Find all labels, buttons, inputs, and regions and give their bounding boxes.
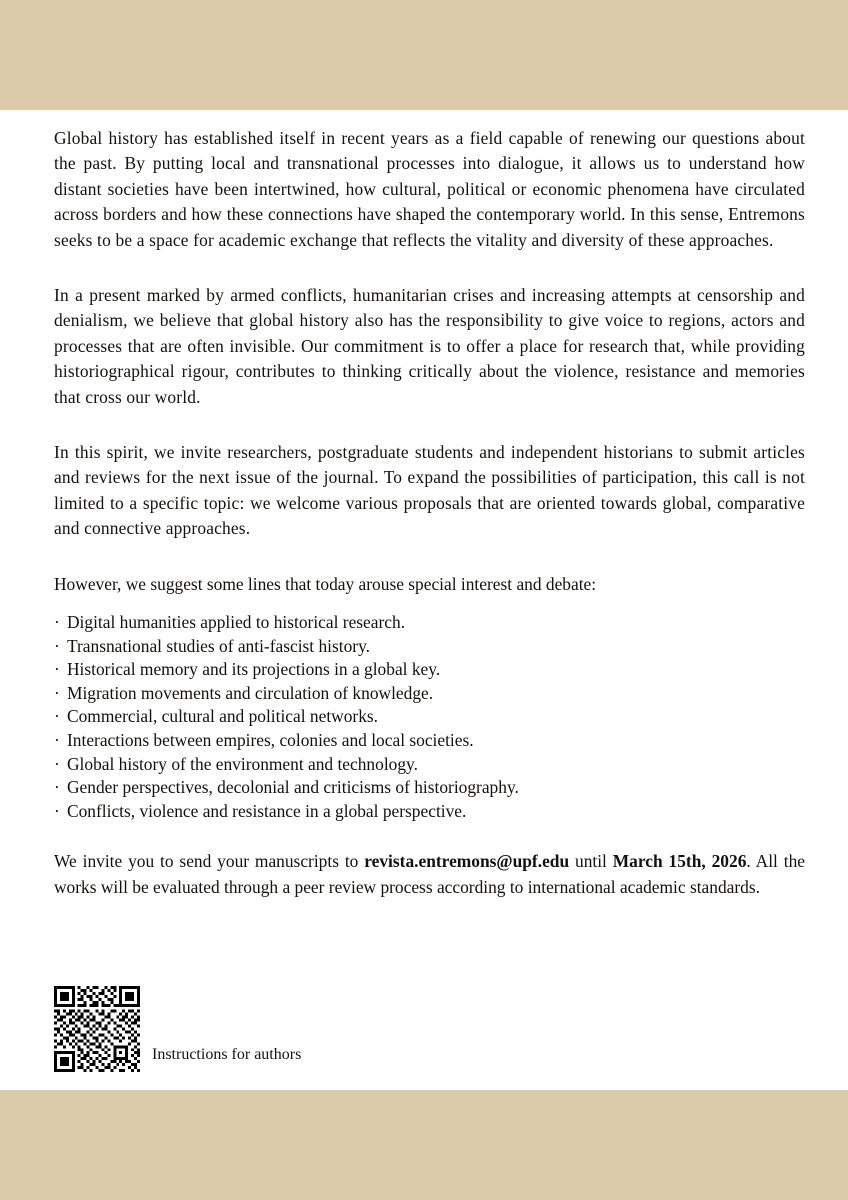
qr-caption-label: Instructions for authors [152, 1046, 302, 1063]
submission-outro-text: . All the works will be evaluated through a peer review process according to international academic standards. [54, 851, 805, 897]
bullet-icon: · [54, 659, 60, 680]
list-item-label: Commercial, cultural and political networks. [67, 706, 379, 727]
bullet-icon: · [54, 635, 60, 656]
paragraph-2: In a present marked by armed conflicts, humanitarian crises and increasing attempts at censorship and denialism, we believe that global history also has the responsibility to give voice to regions, actors and processes that are often invisible. Our commitment is to offer a place for research that, while providing historiographical rigour, contributes to thinking critically about the violence, resistance and memories that cross our world. [54, 285, 805, 407]
paragraph-spacer [54, 426, 805, 440]
list-item [54, 776, 805, 800]
list-item [54, 800, 805, 824]
list-item [54, 729, 805, 753]
bullet-icon: · [54, 800, 60, 821]
paragraph-1: Global history has established itself in recent years as a field capable of renewing our questions about the past. By putting local and transnational processes into dialogue, it allows us to understand how distant societies have been intertwined, how cultural, political or economic phenomena have circulated across borders and how these connections have shaped the contemporary world. In this sense, Entremons seeks to be a space for academic exchange that reflects the vitality and diversity of these approaches. [54, 128, 805, 250]
list-item-label: Digital humanities applied to historical research. [67, 612, 406, 633]
document-body [54, 126, 805, 900]
instructions-for-authors-block[interactable] [54, 986, 301, 1072]
list-item [54, 611, 805, 635]
list-item-label: Migration movements and circulation of knowledge. [67, 682, 434, 703]
list-item [54, 682, 805, 706]
bullet-icon: · [54, 730, 60, 751]
list-item-label: Global history of the environment and technology. [67, 753, 418, 774]
list-item-label: Conflicts, violence and resistance in a global perspective. [67, 800, 467, 821]
list-item-label: Historical memory and its projections in a global key. [67, 659, 441, 680]
bullet-icon: · [54, 612, 60, 633]
submission-deadline: March 15th, 2026 [612, 851, 747, 872]
bullet-icon: · [54, 682, 60, 703]
list-item-label: Gender perspectives, decolonial and criticisms of historiography. [67, 777, 519, 798]
list-item [54, 635, 805, 659]
list-item [54, 753, 805, 777]
paragraph-3: In this spirit, we invite researchers, postgraduate students and independent historians to submit articles and reviews for the next issue of the journal. To expand the possibilities of participation, this call is not limited to a specific topic: we welcome various proposals that are oriented towards global, comparative and connective approaches. [54, 442, 805, 539]
submission-paragraph [54, 849, 805, 900]
qr-code-icon[interactable] [54, 986, 140, 1072]
bullet-icon: · [54, 706, 60, 727]
submission-connector-text: until [569, 851, 613, 872]
paragraph-spacer [54, 269, 805, 283]
list-item [54, 658, 805, 682]
bottom-decorative-band [0, 1090, 848, 1200]
bullet-icon: · [54, 753, 60, 774]
submission-email: revista.entremons@upf.edu [364, 851, 570, 872]
topics-list [54, 611, 805, 823]
paragraph-spacer [54, 558, 805, 572]
list-item-label: Interactions between empires, colonies and local societies. [67, 730, 474, 751]
list-item [54, 705, 805, 729]
topics-lead-in: However, we suggest some lines that today arouse special interest and debate: [54, 573, 597, 594]
bullet-icon: · [54, 777, 60, 798]
submission-intro-text: We invite you to send your manuscripts to [54, 851, 365, 872]
list-item-label: Transnational studies of anti-fascist history. [67, 635, 371, 656]
top-decorative-band [0, 0, 848, 110]
